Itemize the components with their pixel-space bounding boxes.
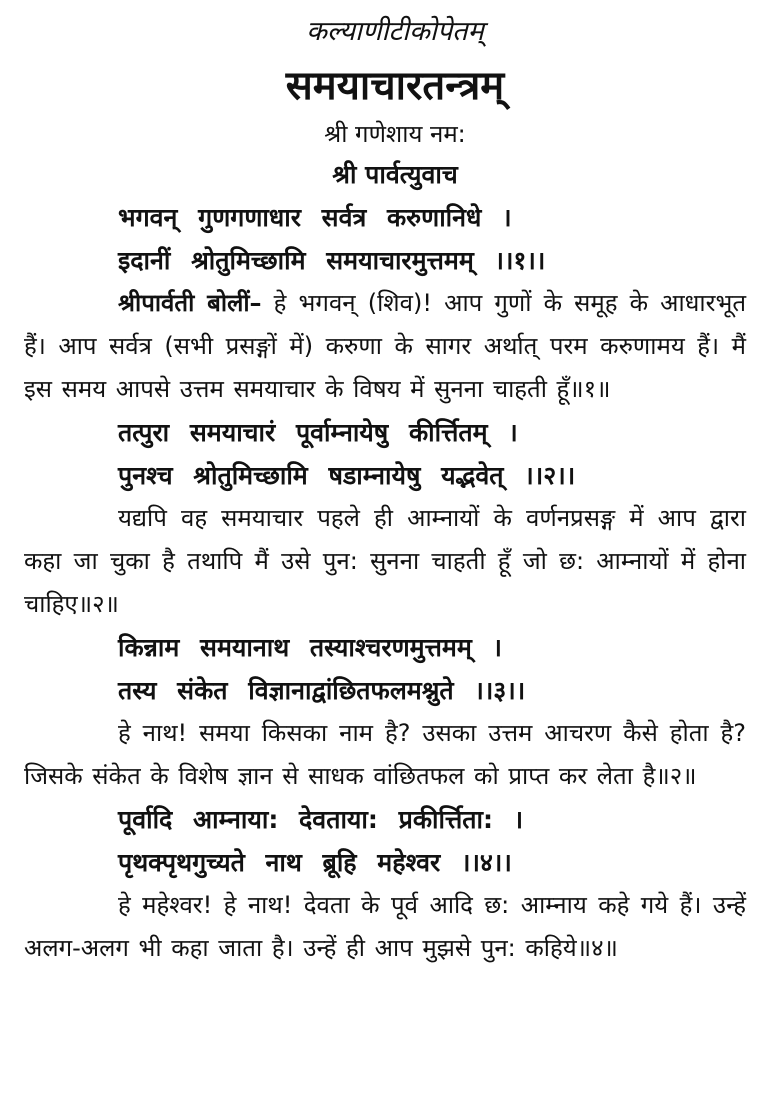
commentary-text: हे नाथ! समया किसका नाम है? उसका उत्तम आचरण कैसे होता है? जिसके संकेत के विशेष ज्ञान से साधक वांछितफल को प्राप्त कर लेता है॥२॥ [24,719,746,790]
verse-line: पुनश्च श्रोतुमिच्छामि षडाम्नायेषु यद्भवेत् ।।२।। [118,461,576,490]
commentary-text: यद्यपि वह समयाचार पहले ही आम्नायों के वर्णनप्रसङ्ग में आप द्वारा कहा जा चुका है तथापि मैं उसे पुन: सुनना चाहती हूँ जो छ: आम्नायों में होना चाहिए॥२॥ [24,504,746,618]
verse-3 [24,626,746,712]
verse-line: तत्पुरा समयाचारं पूर्वाम्नायेषु कीर्त्तितम् । [118,418,518,447]
verse-2 [24,411,746,497]
verse-line: भगवन् गुणगणाधार सर्वत्र करुणानिधे । [118,203,512,232]
commentary-lead: श्रीपार्वती बोलीं– [118,289,262,317]
verse-line: पूर्वादि आम्नाया: देवताया: प्रकीर्त्तिता: । [118,805,524,834]
verse-4 [24,798,746,884]
commentary-text: हे महेश्वर! हे नाथ! देवता के पूर्व आदि छ: आम्नाय कहे गये हैं। उन्हें अलग-अलग भी कहा जाता है। उन्हें ही आप मुझसे पुन: कहिये॥४॥ [24,891,746,962]
verse-line: तस्य संकेत विज्ञानाद्वांछितफलमश्नुते ।।३।। [118,676,526,705]
running-head: कल्याणीटीकोपेतम् [306,16,484,47]
page-title: समयाचारतन्त्रम् [285,63,505,109]
verse-line: इदानीं श्रोतुमिच्छामि समयाचारमुत्तमम् ।।१।। [118,246,546,275]
commentary-1 [24,282,746,411]
verse-line: किन्नाम समयानाथ तस्याश्चरणमुत्तमम् । [118,633,502,662]
verse-line: पृथक्पृथगुच्यते नाथ ब्रूहि महेश्वर ।।४।। [118,848,512,877]
commentary-text: हे भगवन् (शिव)! आप गुणों के समूह के आधारभूत हैं। आप सर्वत्र (सभी प्रसङ्गों में) करुणा के सागर अर्थात् परम करुणामय हैं। मैं इस समय आपसे उत्तम समयाचार के विषय में सुनना चाहती हूँ॥१॥ [24,289,746,403]
commentary-4 [24,884,746,970]
invocation: श्री गणेशाय नम: [324,120,466,148]
commentary-2 [24,497,746,626]
commentary-3 [24,712,746,798]
speaker-heading: श्री पार्वत्युवाच [332,160,458,189]
verse-1 [24,196,746,282]
